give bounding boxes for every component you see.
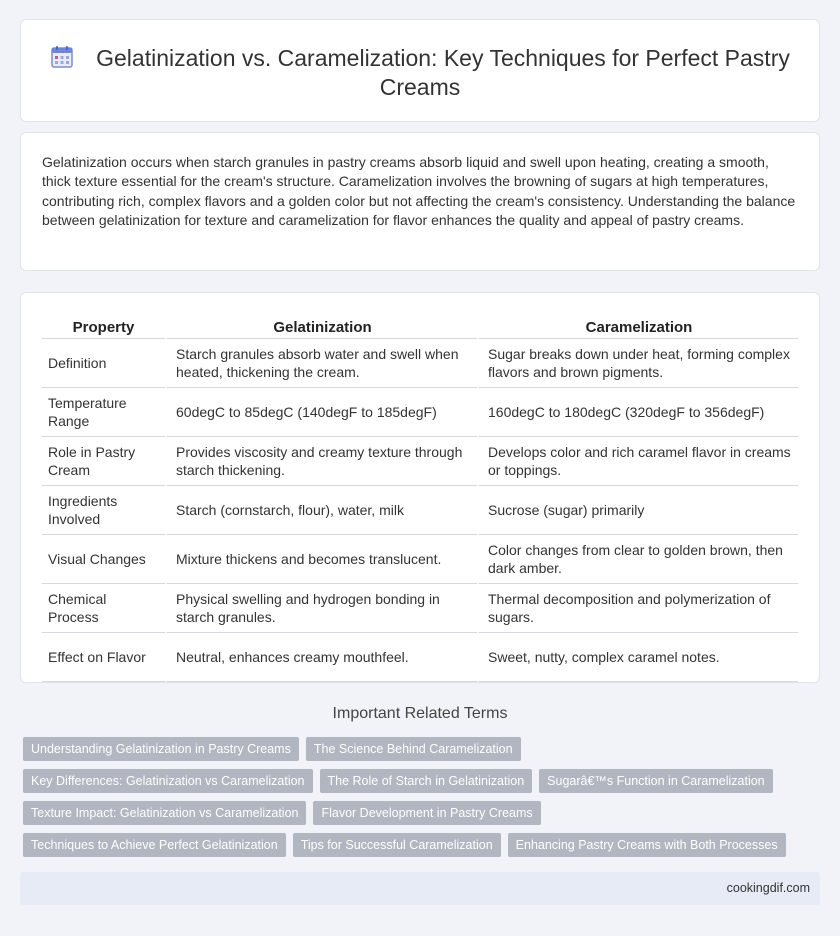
related-term-link[interactable]: Techniques to Achieve Perfect Gelatinization	[23, 833, 286, 857]
related-term-link[interactable]: The Science Behind Caramelization	[306, 737, 521, 761]
column-header-gelatinization: Gelatinization	[165, 315, 477, 339]
cell-gelatinization: Mixture thickens and becomes translucent.	[165, 535, 477, 584]
intro-paragraph: Gelatinization occurs when starch granules in pastry creams absorb liquid and swell upon heating, creating a smooth, thick texture essential for the cream's structure. Caramelization involves the browning of sugars at high temperatures, contributing rich, complex flavors and a golden color but not affecting the cream's consistency. Understanding the balance between gelatinization for texture and caramelization for flavor enhances the quality and appeal of pastry creams.	[42, 154, 796, 229]
table-header-row	[42, 315, 798, 339]
cell-property: Chemical Process	[42, 584, 165, 633]
title-card	[20, 19, 820, 122]
table-row	[42, 388, 798, 437]
table-row	[42, 339, 798, 388]
related-term-link[interactable]: Enhancing Pastry Creams with Both Processes	[508, 833, 786, 857]
cell-property: Definition	[42, 339, 165, 388]
cell-property: Temperature Range	[42, 388, 165, 437]
cell-caramelization: Develops color and rich caramel flavor in creams or toppings.	[477, 437, 798, 486]
table-row	[42, 633, 798, 682]
comparison-table-card	[20, 292, 820, 683]
footer-site-name: cookingdif.com	[726, 881, 810, 895]
cell-gelatinization: 60degC to 85degC (140degF to 185degF)	[165, 388, 477, 437]
page-title: Gelatinization vs. Caramelization: Key Techniques for Perfect Pastry Creams	[96, 45, 790, 100]
cell-caramelization: Sucrose (sugar) primarily	[477, 486, 798, 535]
cell-gelatinization: Neutral, enhances creamy mouthfeel.	[165, 633, 477, 682]
column-header-property: Property	[42, 315, 165, 339]
cell-caramelization: Color changes from clear to golden brown, then dark amber.	[477, 535, 798, 584]
cell-gelatinization: Physical swelling and hydrogen bonding in starch granules.	[165, 584, 477, 633]
related-terms-list	[23, 737, 803, 857]
cell-gelatinization: Provides viscosity and creamy texture through starch thickening.	[165, 437, 477, 486]
related-terms-title: Important Related Terms	[332, 705, 508, 722]
cell-property: Visual Changes	[42, 535, 165, 584]
cell-gelatinization: Starch (cornstarch, flour), water, milk	[165, 486, 477, 535]
comparison-table	[42, 315, 798, 682]
calendar-icon	[50, 45, 74, 69]
related-term-link[interactable]: The Role of Starch in Gelatinization	[320, 769, 533, 793]
cell-caramelization: Thermal decomposition and polymerization of sugars.	[477, 584, 798, 633]
cell-property: Ingredients Involved	[42, 486, 165, 535]
cell-caramelization: Sugar breaks down under heat, forming complex flavors and brown pigments.	[477, 339, 798, 388]
cell-caramelization: Sweet, nutty, complex caramel notes.	[477, 633, 798, 682]
related-term-link[interactable]: Flavor Development in Pastry Creams	[313, 801, 540, 825]
cell-caramelization: 160degC to 180degC (320degF to 356degF)	[477, 388, 798, 437]
related-term-link[interactable]: Texture Impact: Gelatinization vs Caramelization	[23, 801, 306, 825]
table-row	[42, 584, 798, 633]
cell-property: Effect on Flavor	[42, 633, 165, 682]
cell-gelatinization: Starch granules absorb water and swell when heated, thickening the cream.	[165, 339, 477, 388]
intro-card	[20, 132, 820, 271]
related-term-link[interactable]: Sugarâ€™s Function in Caramelization	[539, 769, 772, 793]
related-term-link[interactable]: Understanding Gelatinization in Pastry Creams	[23, 737, 299, 761]
footer-bar	[20, 872, 820, 905]
related-term-link[interactable]: Tips for Successful Caramelization	[293, 833, 501, 857]
table-row	[42, 486, 798, 535]
table-row	[42, 437, 798, 486]
page-title-wrap	[21, 44, 819, 102]
table-row	[42, 535, 798, 584]
related-term-link[interactable]: Key Differences: Gelatinization vs Caramelization	[23, 769, 313, 793]
column-header-caramelization: Caramelization	[477, 315, 798, 339]
cell-property: Role in Pastry Cream	[42, 437, 165, 486]
